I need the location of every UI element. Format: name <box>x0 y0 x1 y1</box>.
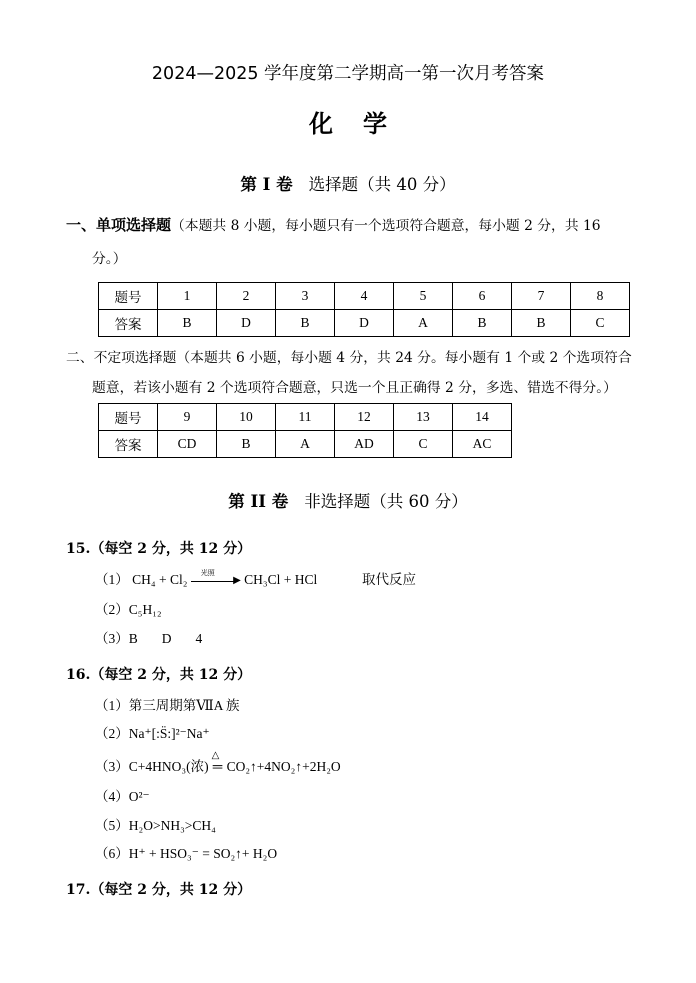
part-1-text-line1: （本题共 8 小题，每小题只有一个选项符合题意，每小题 2 分，共 16 <box>171 218 601 234</box>
table-cell: 3 <box>276 283 335 310</box>
table-cell: 7 <box>512 283 571 310</box>
table-cell: B <box>276 310 335 337</box>
table-row <box>99 283 630 310</box>
question-15-heading: 15.（每空 2 分，共 12 分） <box>66 541 252 557</box>
q16-answer-6: （6）H⁺ + HSO₃⁻ = SO₂↑+ H₂O <box>95 846 278 861</box>
q16-answer-3 <box>95 750 341 775</box>
heat-equals-icon: △ ═ <box>211 750 223 774</box>
table-cell: B <box>512 310 571 337</box>
table-cell: 14 <box>453 404 512 431</box>
subject-title: 化学 <box>309 109 417 138</box>
q15-reaction-type: 取代反应 <box>362 572 417 587</box>
table-cell: 答案 <box>99 310 158 337</box>
table-cell: 题号 <box>99 404 158 431</box>
table-cell: 9 <box>158 404 217 431</box>
table-cell: B <box>217 431 276 458</box>
reaction-condition: 光照 <box>200 568 215 577</box>
section-2-heading-bold: 第 II 卷 <box>228 492 289 511</box>
table-cell: 6 <box>453 283 512 310</box>
table-cell: A <box>276 431 335 458</box>
reaction-arrow-icon: 光照 ▶ <box>191 576 241 586</box>
table-cell: C <box>571 310 630 337</box>
q15-answer-2: （2）C₅H₁₂ <box>95 602 162 617</box>
table-cell: B <box>453 310 512 337</box>
table-cell: 2 <box>217 283 276 310</box>
table-cell: 12 <box>335 404 394 431</box>
section-1-heading-bold: 第 I 卷 <box>240 175 293 194</box>
section-2-heading <box>0 488 696 512</box>
table-cell: D <box>335 310 394 337</box>
part-1-instructions <box>66 214 601 235</box>
q15-answer-3-val: 4 <box>195 631 203 646</box>
table-cell: C <box>394 431 453 458</box>
q16-answer-3-num: （3） <box>95 759 129 774</box>
answer-table-2 <box>98 403 512 458</box>
q16-answer-4: （4）O²⁻ <box>95 789 150 804</box>
q16-equation-rhs: CO₂↑+4NO₂↑+2H₂O <box>226 759 341 774</box>
document-title: 2024—2025 学年度第二学期高一第一次月考答案 <box>151 64 545 84</box>
q15-answer-3-num: （3） <box>95 631 129 646</box>
table-cell: 题号 <box>99 283 158 310</box>
table-cell: AD <box>335 431 394 458</box>
heat-condition: △ <box>211 750 220 761</box>
section-2-heading-text: 非选择题（共 60 分） <box>304 492 468 511</box>
table-cell: 11 <box>276 404 335 431</box>
q16-answer-2: （2）Na⁺[:S̈:]²⁻Na⁺ <box>95 726 210 741</box>
table-cell: AC <box>453 431 512 458</box>
answer-table-1 <box>98 282 630 337</box>
table-cell: B <box>158 310 217 337</box>
table-cell: 答案 <box>99 431 158 458</box>
table-cell: 8 <box>571 283 630 310</box>
table-cell: A <box>394 310 453 337</box>
table-cell: 4 <box>335 283 394 310</box>
table-cell: 10 <box>217 404 276 431</box>
table-cell: 5 <box>394 283 453 310</box>
table-row <box>99 431 512 458</box>
table-cell: CD <box>158 431 217 458</box>
section-1-heading-text: 选择题（共 40 分） <box>308 175 456 194</box>
table-cell: D <box>217 310 276 337</box>
part-1-text-line2: 分。） <box>92 251 127 267</box>
question-17-heading: 17.（每空 2 分，共 12 分） <box>66 882 252 898</box>
q15-answer-1-num: （1） <box>95 572 129 587</box>
q16-answer-1: （1）第三周期第ⅦA 族 <box>95 698 240 713</box>
q15-equation-rhs: CH₃Cl + HCl <box>244 572 318 587</box>
table-cell: 1 <box>158 283 217 310</box>
part-1-label: 一、单项选择题 <box>66 216 172 234</box>
table-cell: 13 <box>394 404 453 431</box>
part-2-text-line1: 二、不定项选择题（本题共 6 小题，每小题 4 分，共 24 分。每小题有 1 个或 2 个选项符合 <box>66 350 632 366</box>
q15-answer-3-val: D <box>161 631 172 646</box>
q15-answer-1 <box>95 568 416 588</box>
q15-equation-lhs: CH₄ + Cl₂ <box>132 572 188 587</box>
q15-answer-3-val: B <box>128 631 138 646</box>
question-16-heading: 16.（每空 2 分，共 12 分） <box>66 667 252 683</box>
table-row <box>99 404 512 431</box>
q16-equation-lhs: C+4HNO₃(浓) <box>128 759 209 774</box>
q15-answer-3 <box>95 627 202 647</box>
q16-answer-5: （5）H₂O>NH₃>CH₄ <box>95 818 216 833</box>
section-1-heading <box>0 171 696 195</box>
part-2-text-line2: 题意，若该小题有 2 个选项符合题意，只选一个且正确得 2 分，多选、错选不得分。） <box>92 380 617 396</box>
table-row <box>99 310 630 337</box>
